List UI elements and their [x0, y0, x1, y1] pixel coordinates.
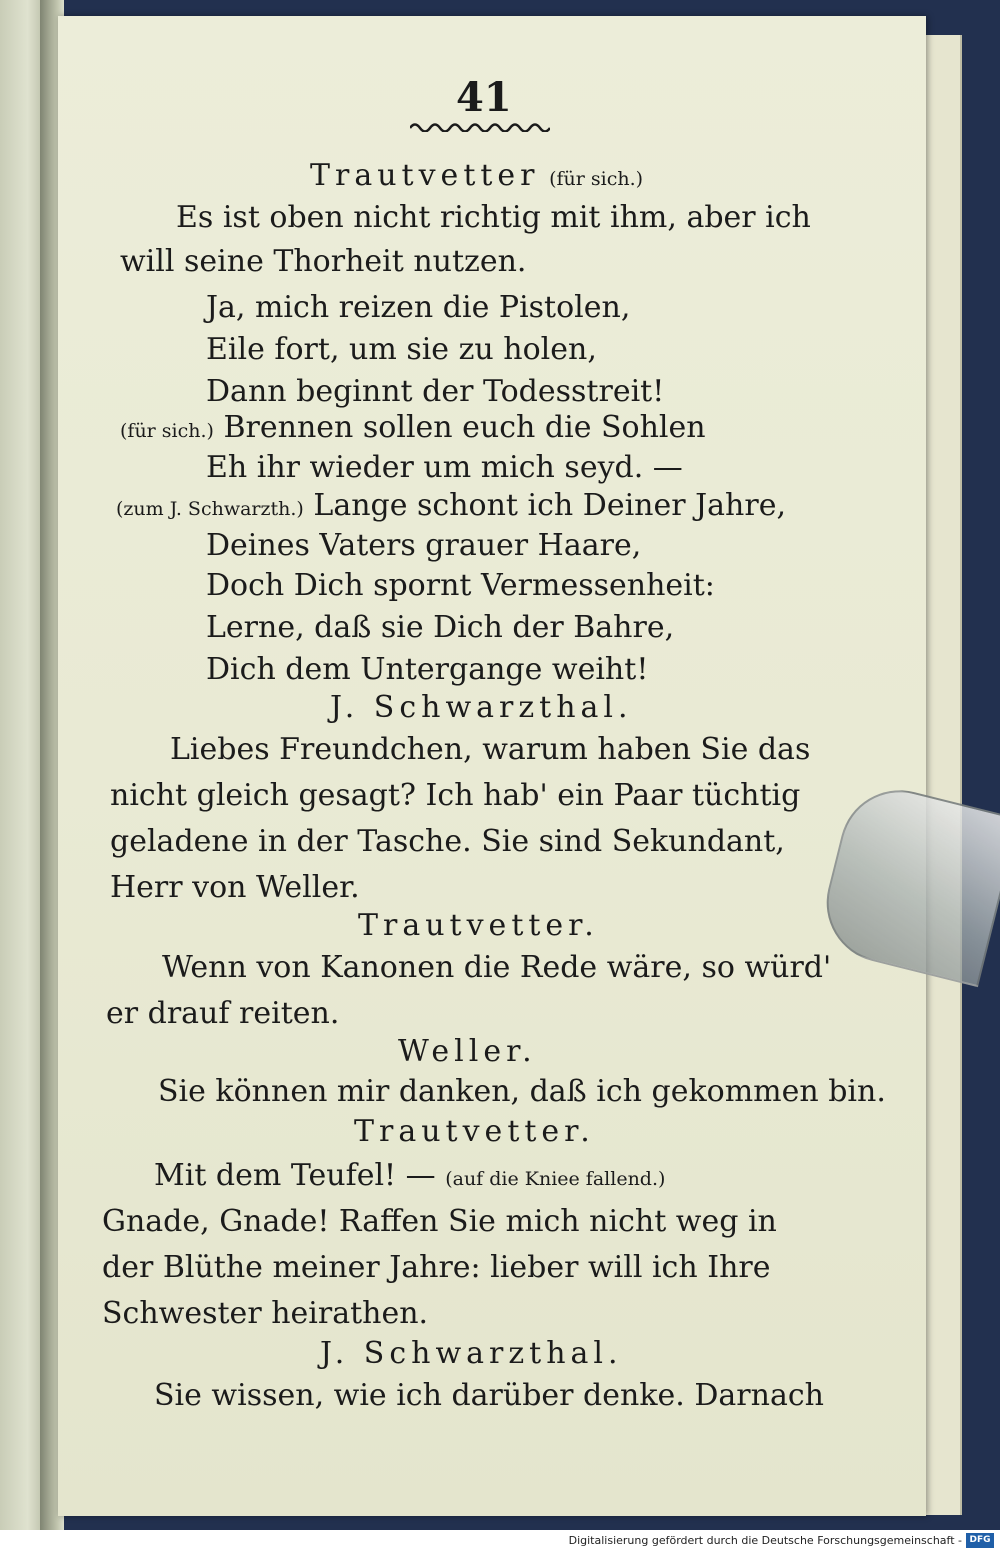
text-line: Herr von Weller.	[110, 870, 360, 905]
speaker-name: J. Schwarzthal.	[330, 690, 633, 725]
ornamental-rule	[410, 120, 550, 132]
stage-direction: (für sich.)	[120, 420, 214, 442]
text-line: der Blüthe meiner Jahre: lieber will ich Ihre	[102, 1250, 771, 1285]
book-page	[58, 16, 926, 1516]
speaker-name: Trautvetter.	[354, 1114, 595, 1149]
verse-line	[120, 408, 706, 451]
verse-line: Eh ihr wieder um mich seyd. —	[206, 450, 683, 485]
page-number: 41	[456, 74, 512, 121]
text-line	[154, 1156, 665, 1199]
stage-direction: (auf die Kniee fallend.)	[445, 1168, 666, 1190]
text-line: Schwester heirathen.	[102, 1296, 429, 1331]
text-line: geladene in der Tasche. Sie sind Sekundant,	[110, 824, 785, 859]
verse-line	[116, 486, 786, 529]
text-line: nicht gleich gesagt? Ich hab' ein Paar tüchtig	[110, 778, 801, 813]
verse-line: Lerne, daß sie Dich der Bahre,	[206, 610, 675, 645]
dfg-logo: DFG	[966, 1533, 994, 1548]
stage-direction: (zum J. Schwarzth.)	[116, 498, 304, 520]
page-text	[58, 16, 926, 1516]
footer-bar	[0, 1530, 1000, 1553]
text-line: Es ist oben nicht richtig mit ihm, aber ich	[176, 200, 811, 235]
verse-line: Dann beginnt der Todesstreit!	[206, 374, 665, 409]
speaker-name: Weller.	[398, 1034, 537, 1069]
speaker-line	[310, 156, 643, 199]
stage-direction: (für sich.)	[549, 168, 644, 190]
speaker-name: Trautvetter.	[358, 908, 599, 943]
verse-line: Eile fort, um sie zu holen,	[206, 332, 597, 367]
text-line: Gnade, Gnade! Raffen Sie mich nicht weg in	[102, 1204, 777, 1239]
verse-line: Dich dem Untergange weiht!	[206, 652, 649, 687]
verse-text: Lange schont ich Deiner Jahre,	[313, 488, 786, 523]
footer-credit: Digitalisierung gefördert durch die Deutsche Forschungsgemeinschaft -	[568, 1534, 962, 1547]
text-line: Liebes Freundchen, warum haben Sie das	[170, 732, 811, 767]
text-line: Sie können mir danken, daß ich gekommen bin.	[158, 1074, 886, 1109]
speaker-name: Trautvetter	[310, 158, 540, 193]
dialogue-text: Mit dem Teufel! —	[154, 1158, 436, 1193]
speaker-name: J. Schwarzthal.	[320, 1336, 623, 1371]
text-line: Sie wissen, wie ich darüber denke. Darnach	[154, 1378, 824, 1413]
text-line: will seine Thorheit nutzen.	[120, 244, 527, 279]
verse-line: Doch Dich spornt Vermessenheit:	[206, 568, 715, 603]
verse-text: Brennen sollen euch die Sohlen	[223, 410, 706, 445]
verse-line: Ja, mich reizen die Pistolen,	[206, 290, 631, 325]
verse-line: Deines Vaters grauer Haare,	[206, 528, 642, 563]
text-line: Wenn von Kanonen die Rede wäre, so würd'	[162, 950, 832, 985]
text-line: er drauf reiten.	[106, 996, 340, 1031]
